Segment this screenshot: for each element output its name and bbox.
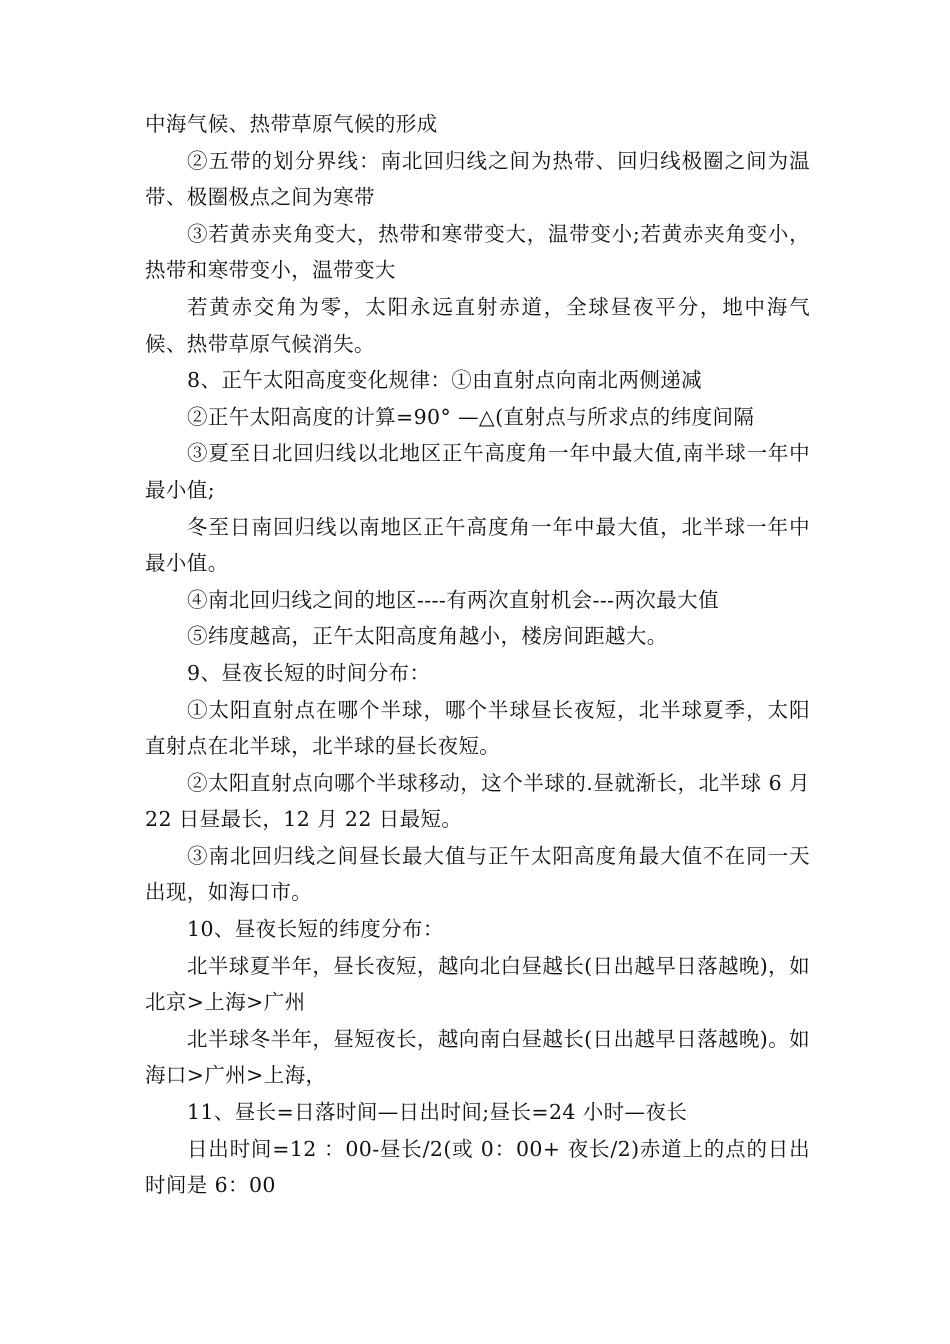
paragraph-13: ②太阳直射点向哪个半球移动，这个半球的.昼就渐长，北半球 6 月 22 日昼最长，12 月 22 日最短。: [145, 770, 810, 832]
paragraph-11: 9、昼夜长短的时间分布：: [187, 660, 431, 685]
paragraph-14: ③南北回归线之间昼长最大值与正午太阳高度角最大值不在同一天出现，如海口市。: [145, 843, 810, 905]
paragraph-9: ④南北回归线之间的地区----有两次直射机会---两次最大值: [187, 587, 719, 612]
paragraph-6: ②正午太阳高度的计算=90° —△(直射点与所求点的纬度间隔: [187, 404, 755, 429]
paragraph-2: ②五带的划分界线：南北回归线之间为热带、回归线极圈之间为温带、极圈极点之间为寒带: [145, 148, 810, 210]
paragraph-1: 中海气候、热带草原气候的形成: [145, 112, 438, 136]
paragraph-8: 冬至日南回归线以南地区正午高度角一年中最大值，北半球一年中最小值。: [145, 514, 810, 576]
paragraph-19: 日出时间=12 ：00-昼长/2(或 0：00+ 夜长/2)赤道上的点的日出时间是 6：00: [145, 1136, 810, 1198]
paragraph-7: ③夏至日北回归线以北地区正午高度角一年中最大值,南半球一年中最小值;: [145, 441, 810, 502]
paragraph-15: 10、昼夜长短的纬度分布：: [187, 917, 444, 942]
paragraph-18: 11、昼长=日落时间—日出时间;昼长=24 小时—夜长: [187, 1100, 688, 1125]
paragraph-10: ⑤纬度越高，正午太阳高度角越小，楼房间距越大。: [187, 624, 668, 649]
paragraph-3: ③若黄赤夹角变大，热带和寒带变大，温带变小;若黄赤夹角变小，热带和寒带变小，温带变大: [145, 221, 810, 283]
paragraph-12: ①太阳直射点在哪个半球，哪个半球昼长夜短，北半球夏季，太阳直射点在北半球，北半球的昼长夜短。: [145, 697, 810, 759]
paragraph-4: 若黄赤交角为零，太阳永远直射赤道，全球昼夜平分，地中海气候、热带草原气候消失。: [145, 294, 810, 356]
paragraph-5: 8、正午太阳高度变化规律：①由直射点向南北两侧递减: [187, 368, 703, 393]
paragraph-17: 北半球冬半年，昼短夜长，越向南白昼越长(日出越早日落越晚)。如海口>广州>上海，: [145, 1026, 810, 1088]
document-body: [145, 106, 810, 1204]
paragraph-16: 北半球夏半年，昼长夜短，越向北白昼越长(日出越早日落越晚)，如北京>上海>广州: [145, 953, 810, 1015]
